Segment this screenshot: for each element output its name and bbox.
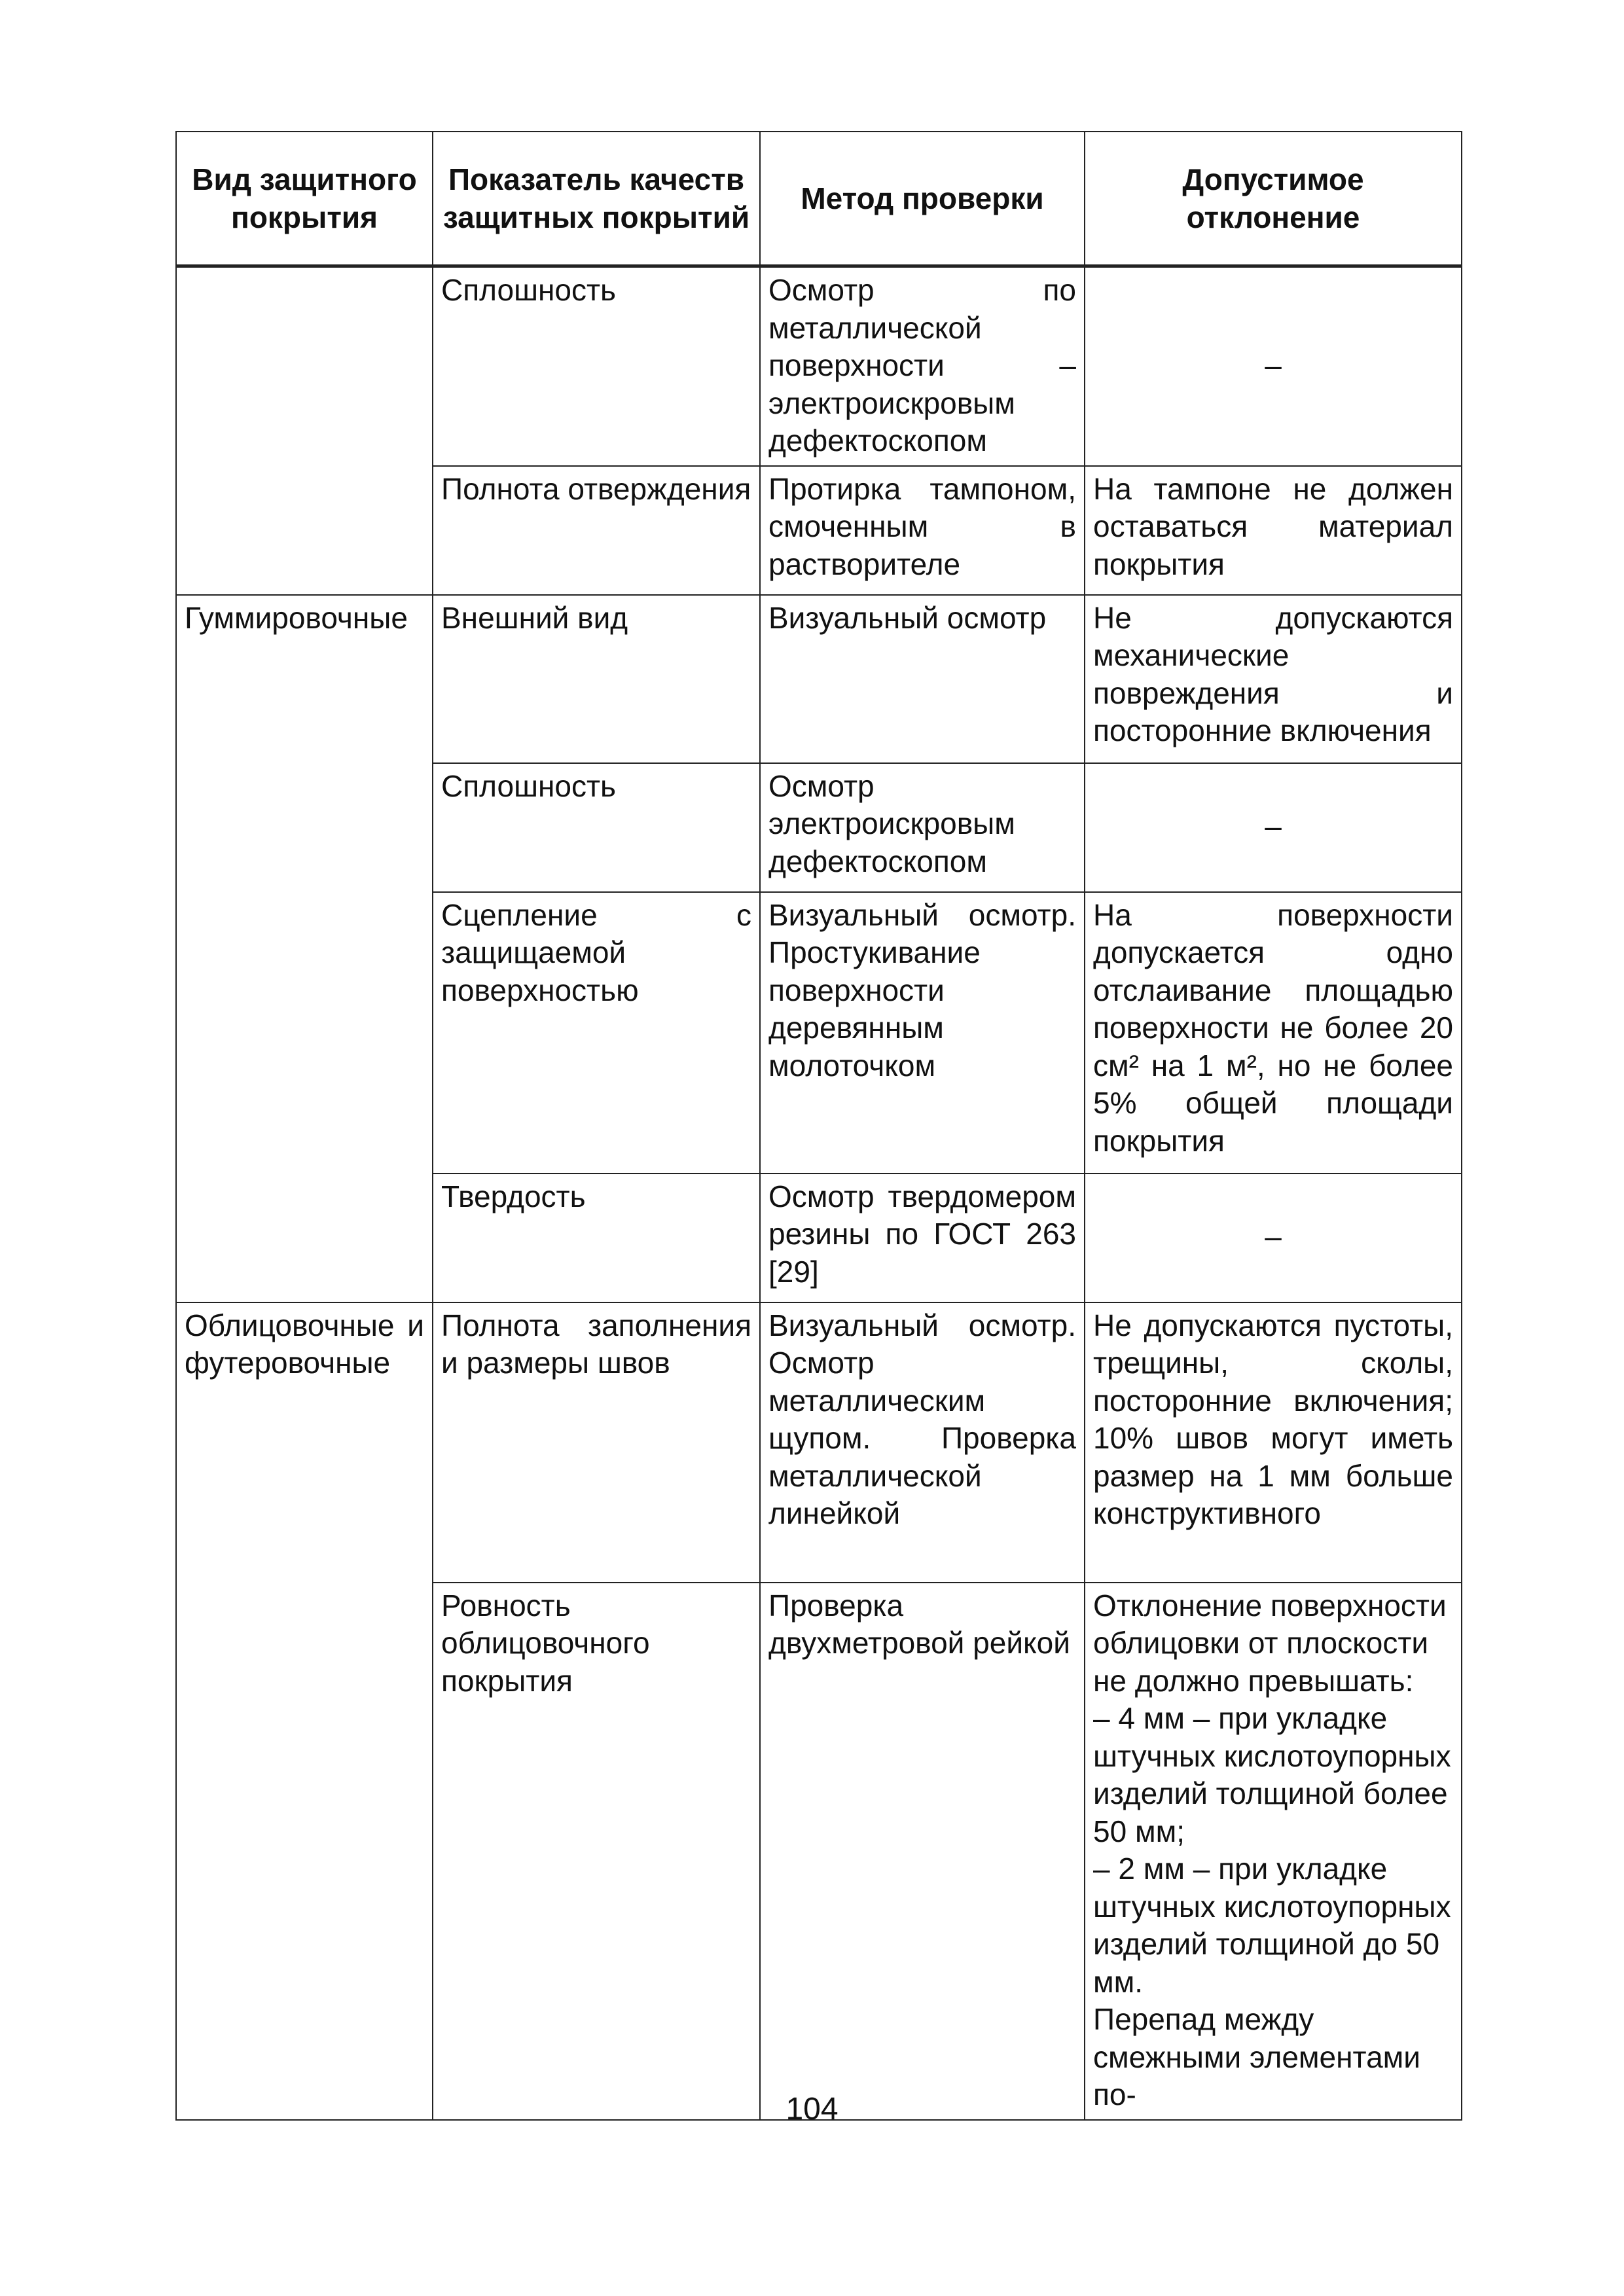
cell-coating-type: Облицовочные и футеровочные [176,1302,433,1583]
cell-method: Визуальный осмотр [760,595,1085,763]
cell-indicator: Полнота отверждения [433,466,760,595]
cell-method: Проверка двухметровой рейкой [760,1583,1085,2120]
cell-indicator: Сцепление с защищаемой поверхностью [433,892,760,1174]
cell-coating-type [176,466,433,595]
table-row [176,1583,1462,2120]
cell-indicator: Сплошность [433,763,760,892]
cell-coating-type [176,1174,433,1302]
cell-indicator: Сплошность [433,266,760,466]
cell-deviation: Не допускаются механические повреждения и посторонние включения [1085,595,1462,763]
cell-deviation: – [1085,1174,1462,1302]
cell-coating-type [176,763,433,892]
table-row [176,1302,1462,1583]
cell-method: Визуальный осмотр. Осмотр металлическим щупом. Проверка металлической линейкой [760,1302,1085,1583]
cell-indicator: Полнота заполнения и размеры швов [433,1302,760,1583]
cell-deviation: – [1085,763,1462,892]
cell-indicator: Внешний вид [433,595,760,763]
cell-indicator: Ровность облицовочного покрытия [433,1583,760,2120]
table-row [176,466,1462,595]
cell-method: Осмотр по металлической поверхности – электроискровым дефектоскопом [760,266,1085,466]
page-number: 104 [785,2092,839,2126]
table-row [176,763,1462,892]
cell-coating-type [176,892,433,1174]
cell-method: Протирка тампоном, смоченным в растворителе [760,466,1085,595]
cell-deviation: Отклонение поверхности облицовки от плоскости не должно превышать: – 4 мм – при укладке штучных кислотоупорных изделий толщиной более 50 мм; – 2 мм – при укладке штучных кислотоупорных изделий толщиной до 50 мм. Перепад между смежными элементами по- [1085,1583,1462,2120]
table-row [176,1174,1462,1302]
table-row [176,892,1462,1174]
header-coating-type: Вид защитного покрытия [176,132,433,266]
cell-method: Осмотр твердомером резины по ГОСТ 263 [29] [760,1174,1085,1302]
cell-indicator: Твердость [433,1174,760,1302]
header-quality-indicator: Показатель качеств защитных покрытий [433,132,760,266]
table-row [176,595,1462,763]
cell-deviation: Не допускаются пустоты, трещины, сколы, посторонние включения; 10% швов могут иметь размер на 1 мм больше конструктивного [1085,1302,1462,1583]
cell-deviation: – [1085,266,1462,466]
header-allowed-deviation: Допустимое отклонение [1085,132,1462,266]
header-check-method: Метод проверки [760,132,1085,266]
cell-coating-type [176,266,433,466]
cell-method: Осмотр электроискровым дефектоскопом [760,763,1085,892]
cell-coating-type [176,1583,433,2120]
cell-coating-type: Гуммировочные [176,595,433,763]
table-header-row [176,132,1462,266]
cell-deviation: На поверхности допускается одно отслаивание площадью поверхности не более 20 см² на 1 м², но не более 5% общей площади покрытия [1085,892,1462,1174]
inspection-table [175,131,1462,2121]
cell-deviation: На тампоне не должен оставаться материал покрытия [1085,466,1462,595]
cell-method: Визуальный осмотр. Простукивание поверхности деревянным молоточком [760,892,1085,1174]
table-row [176,266,1462,466]
